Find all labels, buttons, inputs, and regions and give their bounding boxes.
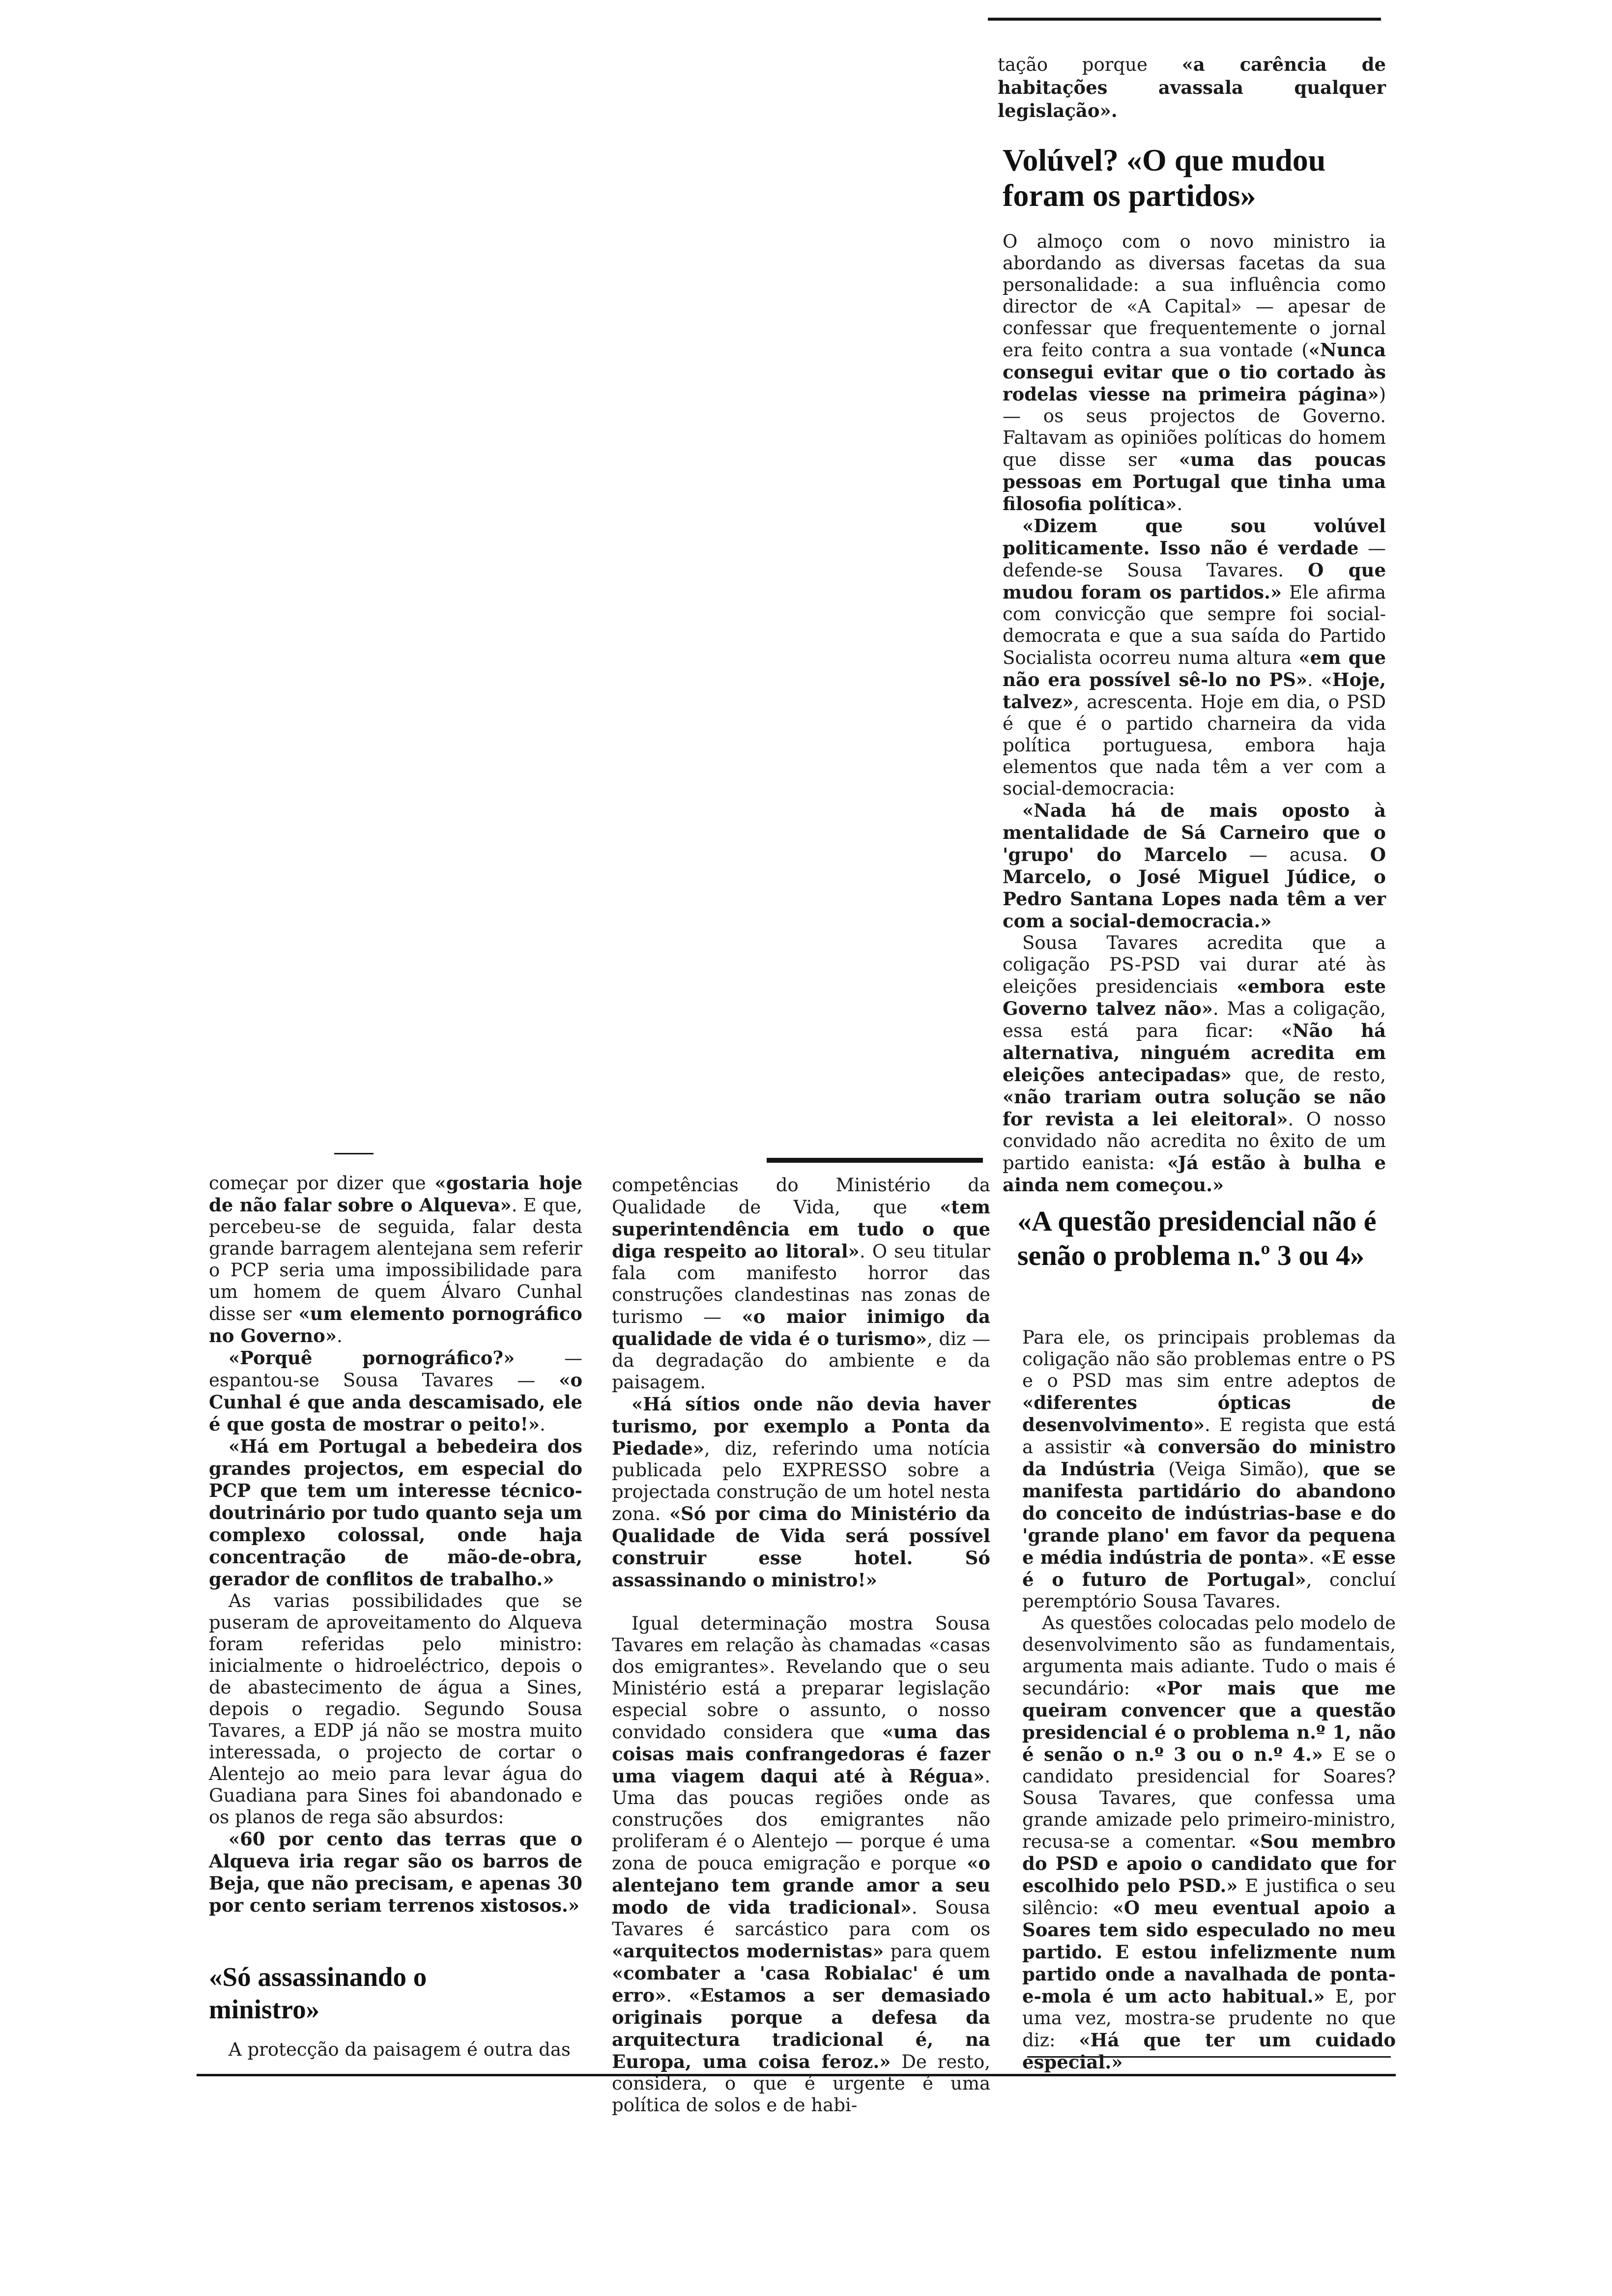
quote-text: «Hoje, talvez» xyxy=(1003,669,1386,713)
headline-presidential: «A questão presidencial não é senão o problema n.º 3 ou 4» xyxy=(1017,1205,1377,1271)
body-text: , concluí peremptório Sousa Tavares. xyxy=(1022,1569,1396,1612)
body-text: . Uma das poucas regiões onde as construções dos emigrantes não proliferam é o Alentejo — porque é uma zona de pouca emigração e porque xyxy=(612,1766,990,1874)
paragraph xyxy=(1003,932,1386,1196)
body-text: O almoço com o novo ministro ia abordando as diversas facetas da sua personalidade: a sua influência como director de «A Capital» — apesar de confessar que frequentemente o jornal era feito contra a sua vontade ( xyxy=(1003,231,1386,361)
quote-text: «à conversão do ministro da Indústria xyxy=(1022,1436,1396,1480)
body-text: (Veiga Simão), xyxy=(1155,1459,1323,1480)
quote-text: «Nada há de mais oposto à mentalidade de Sá Carneiro que o 'grupo' do Marcelo xyxy=(1003,800,1386,865)
body-text: Para ele, os principais problemas da coligação não são problemas entre o PS e o PSD mas sim entre adeptos de xyxy=(1022,1327,1396,1391)
body-text: . E que, percebeu-se de seguida, falar desta grande barragem alentejana sem referir o PCP seria uma impossibilidade para um homem de quem Álvaro Cunhal disse ser xyxy=(209,1195,583,1324)
quote-text: «gostaria hoje de não falar sobre o Alqueva» xyxy=(209,1172,582,1216)
body-text: . xyxy=(1308,1547,1321,1568)
body-text: competências do Ministério da Qualidade de Vida, que xyxy=(612,1175,990,1218)
column-right-bottom xyxy=(1022,1327,1396,2073)
quote-text: «não trariam outra solução se não for revista a lei eleitoral» xyxy=(1003,1086,1386,1130)
headline-minister: «Só assassinando o ministro» xyxy=(209,1962,427,2024)
quote-text: «Já estão à bulha e ainda nem começou.» xyxy=(1003,1152,1386,1196)
body-text: . xyxy=(540,1414,546,1435)
body-text: . Sousa Tavares é sarcástico para com os xyxy=(612,1897,990,1940)
body-text: — defende-se Sousa Tavares. xyxy=(1003,538,1386,581)
body-text: Igual determinação mostra Sousa Tavares em relação às chamadas «casas dos emigrantes». Revelando que o seu Ministério está a preparar legislação especial sobre o assunto, o nosso convidado considera que xyxy=(612,1613,990,1743)
quote-text: «tem superintendência em tudo o que diga respeito ao litoral» xyxy=(612,1196,990,1262)
quote-text: «o alentejano tem grande amor a seu modo de vida tradicional» xyxy=(612,1852,990,1918)
mid-rule-left xyxy=(334,1153,374,1154)
quote-text: «Há em Portugal a bebedeira dos grandes projectos, em especial do PCP que tem um interesse técnico-doutrinário por tudo quanto seja um complexo colossal, onde haja concentração de mão-de-obra, gerador de conflitos de trabalho.» xyxy=(209,1435,582,1590)
paragraph xyxy=(1022,1612,1396,2073)
quote-text: O Marcelo, o José Miguel Júdice, o Pedro Santana Lopes nada têm a ver com a social-democracia.» xyxy=(1003,844,1386,932)
top-carry-text: tação porque «a carência de habitações avassala qualquer legislação». xyxy=(998,54,1386,121)
paragraph xyxy=(209,1828,582,1917)
quote-text: «Sou membro do PSD e apoio o candidato que for escolhido pelo PSD.» xyxy=(1022,1831,1396,1896)
quote-text: «uma das coisas mais confrangedoras é fazer uma viagem daqui até à Régua» xyxy=(612,1721,990,1787)
paragraph xyxy=(209,1347,582,1435)
column-right-top xyxy=(1003,231,1386,1196)
body-text: Sousa Tavares acredita que a coligação PS-PSD vai durar até às eleições presidenciais xyxy=(1003,932,1386,997)
quote-text: «Não há alternativa, ninguém acredita em eleições antecipadas» xyxy=(1003,1020,1386,1086)
body-text: E se o candidato presidencial for Soares? Sousa Tavares, que confessa uma grande amizade pelo primeiro-ministro, recusa-se a comentar. xyxy=(1022,1744,1396,1852)
paragraph xyxy=(209,1435,582,1590)
paragraph xyxy=(209,1590,582,1828)
quote-text: «O meu eventual apoio a Soares tem sido especulado no meu partido. E estou infelizmente num partido onde a navalhada de ponta-e-mola é um acto habitual.» xyxy=(1022,1897,1396,2007)
quote-text: «uma das poucas pessoas em Portugal que tinha uma filosofia política» xyxy=(1003,449,1386,515)
paragraph xyxy=(612,1613,990,2116)
quote-text: «combater a 'casa Robialac' é um erro» xyxy=(612,1962,990,2006)
quote-text: O que mudou foram os partidos.» xyxy=(1003,559,1386,603)
body-text: . E regista que está a assistir xyxy=(1022,1414,1396,1458)
body-text: ) — os seus projectos de Governo. Faltavam as opiniões políticas do homem que disse ser xyxy=(1003,384,1386,470)
quote-text: «o Cunhal é que anda descamisado, ele é que gosta de mostrar o peito!» xyxy=(209,1369,582,1435)
body-text: . O seu titular fala com manifesto horror das construções clandestinas nas zonas de turismo — xyxy=(612,1241,990,1327)
body-text: . xyxy=(1307,669,1321,690)
paragraph xyxy=(1003,515,1386,800)
quote-text: «Há sítios onde não devia haver turismo, por exemplo a Ponta da Piedade» xyxy=(612,1393,990,1459)
paragraph xyxy=(612,1175,990,1393)
body-text: E justifica o seu silêncio: xyxy=(1022,1875,1396,1919)
body-text: As questões colocadas pelo modelo de desenvolvimento são as fundamentais, argumenta mais adiante. Tudo o mais é secundário: xyxy=(1022,1612,1396,1699)
body-text: que, de resto, xyxy=(1232,1064,1386,1086)
quote-text: «Nunca consegui evitar que o tio cortado às rodelas viesse na primeira página» xyxy=(1003,339,1386,405)
body-text: , diz, referindo uma notícia publicada pelo EXPRESSO sobre a projectada construção de um hotel nesta zona. xyxy=(612,1438,990,1524)
quote-text: «o maior inimigo da qualidade de vida é o turismo» xyxy=(612,1306,990,1349)
paragraph xyxy=(1022,1327,1396,1612)
body-text: para quem xyxy=(884,1941,990,1962)
paragraph xyxy=(1003,800,1386,932)
quote-text: «Porquê pornográfico?» xyxy=(229,1347,515,1369)
column-left xyxy=(209,1172,582,1917)
body-text: . xyxy=(666,1985,689,2006)
top-rule xyxy=(988,18,1381,21)
body-text: , diz — da degradação do ambiente e da paisagem. xyxy=(612,1328,990,1393)
quote-text: «um elemento pornográfico no Governo» xyxy=(209,1303,582,1347)
quote-text: «Dizem que sou volúvel politicamente. Isso não é verdade xyxy=(1003,515,1386,559)
headline-volatile: Volúvel? «O que mudou foram os partidos» xyxy=(1003,143,1326,213)
quote-text: que se manifesta partidário do abandono do conceito de indústrias-base e do 'grande plano' em favor da pequena e média indústria de ponta» xyxy=(1022,1458,1396,1568)
paragraph xyxy=(612,1393,990,1591)
mid-rule-right xyxy=(767,1158,983,1163)
body-text: — espantou-se Sousa Tavares — xyxy=(209,1348,582,1391)
body-text: . Mas a coligação, essa está para ficar: xyxy=(1003,998,1386,1041)
quote-text: «E esse é o futuro de Portugal» xyxy=(1022,1547,1396,1590)
quote-text: «Há que ter um cuidado especial.» xyxy=(1022,2029,1396,2073)
body-text: As varias possibilidades que se puseram de aproveitamento do Alqueva foram referidas pelo ministro: inicialmente o hidroeléctrico, depois o de abastecimento de água a Sines, depois o regadio. Segundo Sousa Tavares, a EDP já não se mostra muito interessada, o projecto de cortar o Alentejo ao meio para levar água do Guadiana para Sines foi abandonado e os planos de rega são absurdos: xyxy=(209,1590,582,1828)
column-middle xyxy=(612,1175,990,2116)
body-text: De resto, considera, o que é urgente é uma política de solos e de habi- xyxy=(612,2051,991,2116)
quote-text: «embora este Governo talvez não» xyxy=(1003,976,1386,1019)
quote-text: «60 por cento das terras que o Alqueva iria regar são os barros de Beja, que não precisam, e apenas 30 por cento seriam terrenos xistosos.» xyxy=(209,1828,582,1916)
body-text: Ele afirma com convicção que sempre foi social-democrata e que a sua saída do Partido Socialista ocorreu numa altura xyxy=(1003,582,1386,668)
body-text: E, por uma vez, mostra-se prudente no que diz: xyxy=(1022,1986,1396,2051)
quote-text: «arquitectos modernistas» xyxy=(612,1940,884,1962)
column-left-last-line: A protecção da paisagem é outra das xyxy=(229,2039,571,2060)
quote-text: «em que não era possível sê-lo no PS» xyxy=(1003,647,1386,690)
quote-text: «Só por cima do Ministério da Qualidade de Vida será possível construir esse hotel. Só assassinando o ministro!» xyxy=(612,1503,990,1591)
body-text: — acusa. xyxy=(1227,844,1370,865)
quote-text: «Estamos a ser demasiado originais porque a defesa da arquitectura tradicional é, na Europa, uma coisa feroz.» xyxy=(612,1984,990,2072)
body-text: começar por dizer que xyxy=(209,1173,435,1194)
quote-text: «diferentes ópticas de desenvolvimento» xyxy=(1022,1392,1396,1435)
paragraph xyxy=(1003,231,1386,515)
body-text: . xyxy=(1177,493,1183,515)
body-text: . xyxy=(336,1325,343,1347)
quote-text: «Por mais que me queiram convencer que a questão presidencial é o problema n.º 1, não é senão o n.º 3 ou o n.º 4.» xyxy=(1022,1677,1396,1765)
body-text: . O nosso convidado não acredita no êxito de um partido eanista: xyxy=(1003,1109,1386,1174)
body-text: , acrescenta. Hoje em dia, o PSD é que é o partido charneira da vida política portuguesa, embora haja elementos que nada têm a ver com a social-democracia: xyxy=(1003,691,1386,799)
paragraph xyxy=(209,1172,582,1347)
